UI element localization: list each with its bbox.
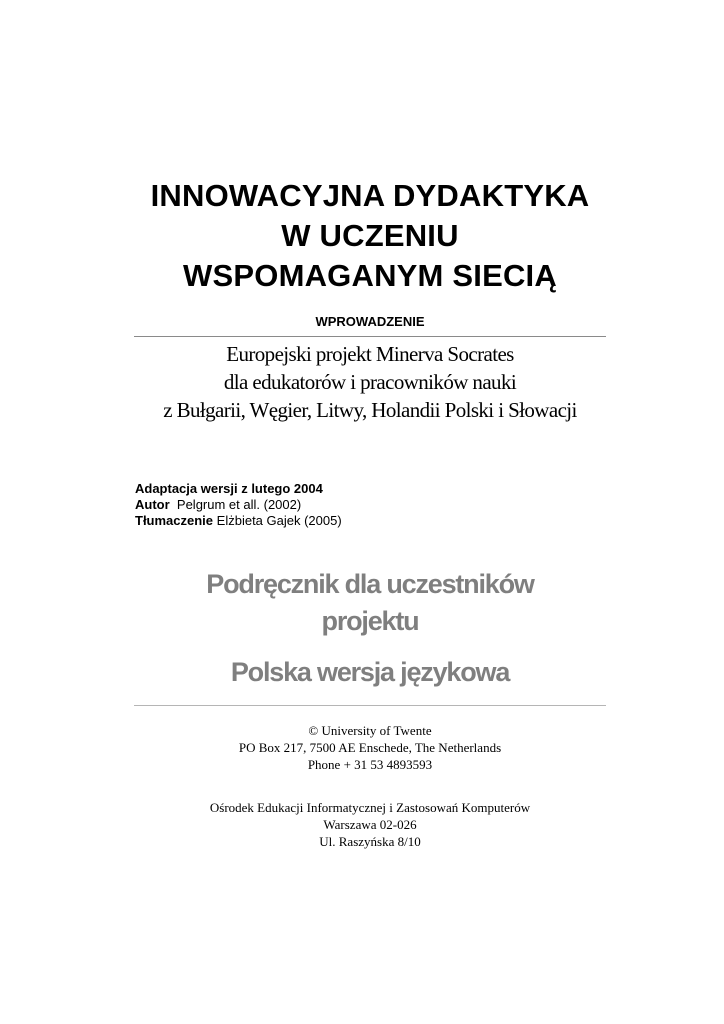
- university-line-3: Phone + 31 53 4893593: [307, 757, 433, 772]
- handbook-title: [0, 566, 724, 640]
- document-metadata: [135, 481, 342, 529]
- author-value: Pelgrum et all. (2002): [176, 497, 302, 512]
- translation-label: Tłumaczenie: [135, 513, 214, 528]
- author-row: [135, 497, 342, 513]
- project-line-1: Europejski projekt Minerva Socrates: [226, 342, 514, 366]
- university-line-1: © University of Twente: [308, 723, 432, 738]
- center-line-1: Ośrodek Edukacji Informatycznej i Zastosowań Komputerów: [209, 800, 531, 815]
- translation-row: [135, 513, 342, 529]
- center-address: [0, 799, 724, 850]
- project-line-3: z Bułgarii, Węgier, Litwy, Holandii Polski i Słowacji: [163, 398, 577, 422]
- center-line-3: Ul. Raszyńska 8/10: [319, 834, 421, 849]
- adaptation-note: Adaptacja wersji z lutego 2004: [135, 481, 323, 496]
- title-line-3: WSPOMAGANYM SIECIĄ: [183, 258, 557, 293]
- section-label: WPROWADZENIE: [315, 314, 425, 329]
- center-line-2: Warszawa 02-026: [323, 817, 417, 832]
- language-version: Polska wersja językowa: [230, 657, 510, 687]
- bottom-divider: [134, 705, 606, 706]
- handbook-line-2: projektu: [321, 606, 419, 636]
- university-address: [0, 722, 724, 773]
- translation-value: Elżbieta Gajek (2005): [216, 513, 342, 528]
- top-divider: [134, 336, 606, 337]
- project-description: [0, 340, 724, 424]
- handbook-line-1: Podręcznik dla uczestników: [206, 569, 534, 599]
- author-label: Autor: [135, 497, 170, 512]
- project-line-2: dla edukatorów i pracowników nauki: [223, 370, 517, 394]
- university-line-2: PO Box 217, 7500 AE Enschede, The Netherlands: [238, 740, 502, 755]
- title-line-2: W UCZENIU: [281, 218, 459, 253]
- title-line-1: INNOWACYJNA DYDAKTYKA: [150, 178, 590, 213]
- document-title: [0, 176, 724, 296]
